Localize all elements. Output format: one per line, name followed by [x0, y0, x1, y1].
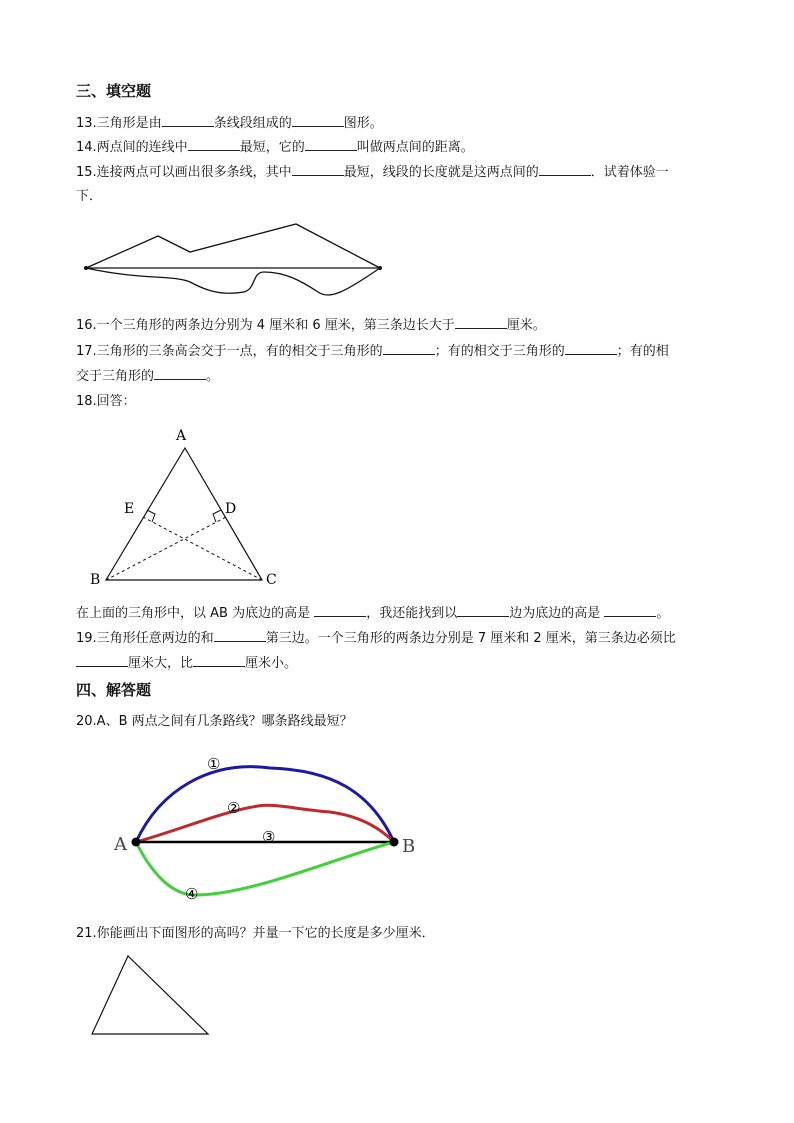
q18-blank-1[interactable] — [314, 604, 366, 617]
q15-text-b: 最短，线段的长度就是这两点间的 — [343, 165, 539, 180]
q13-text-a: 13.三角形是由 — [76, 116, 162, 131]
label-e: E — [124, 501, 135, 517]
q19-blank-2[interactable] — [76, 654, 128, 667]
q19-blank-1[interactable] — [214, 629, 266, 642]
q18-title: 18.回答： — [76, 394, 136, 409]
point-b — [390, 838, 399, 847]
q14-text-b: 最短，它的 — [239, 140, 305, 155]
question-20 — [76, 713, 353, 731]
section-3-title: 三、填空题 — [76, 82, 152, 100]
altitude-bd — [106, 517, 226, 580]
q15-point-left — [84, 266, 88, 270]
q15-text-c: ．试着体验一 — [590, 165, 669, 180]
q17-text-d: 交于三角形的 — [76, 369, 155, 384]
q18-blank-2[interactable] — [457, 604, 509, 617]
label-route-b: B — [402, 836, 416, 857]
question-14 — [76, 138, 474, 157]
q18-text-b: ，我还能找到以 — [366, 606, 458, 621]
route-2 — [136, 805, 394, 842]
q18-text-c: 边为底边的高是 — [509, 606, 601, 621]
q17-text-b: ；有的相交于三角形的 — [434, 344, 565, 359]
q21-triangle — [92, 956, 208, 1034]
triangle-abc — [106, 448, 262, 580]
q18-blank-3[interactable] — [604, 604, 656, 617]
question-19-cont — [76, 654, 297, 673]
route-4 — [136, 842, 394, 895]
label-d: D — [225, 501, 237, 517]
question-13 — [76, 114, 383, 133]
label-route-2: ② — [227, 799, 241, 817]
right-angle-mark-d — [213, 510, 221, 522]
q19-blank-3[interactable] — [193, 654, 245, 667]
label-route-3: ③ — [262, 828, 276, 846]
q18-text-a: 在上面的三角形中，以 AB 为底边的高是 — [76, 606, 311, 621]
question-15 — [76, 163, 669, 182]
q20-text: 20.A、B 两点之间有几条路线？哪条路线最短？ — [76, 714, 353, 729]
q17-text-e: 。 — [206, 369, 220, 384]
q19-text-a: 19.三角形任意两边的和 — [76, 631, 214, 646]
q19-text-d: 厘米小。 — [245, 656, 298, 671]
q19-text-c: 厘米大，比 — [128, 656, 194, 671]
q15-upper-path — [86, 224, 380, 268]
question-21 — [76, 925, 435, 943]
point-a — [132, 838, 141, 847]
label-route-4: ④ — [185, 885, 199, 903]
q14-blank-1[interactable] — [188, 138, 240, 151]
label-b: B — [90, 572, 101, 588]
question-18-body — [76, 604, 669, 623]
altitude-ce — [143, 517, 262, 580]
q15-blank-2[interactable] — [539, 163, 591, 176]
q13-blank-1[interactable] — [162, 114, 214, 127]
q16-text-a: 16.一个三角形的两条边分别为 4 厘米和 6 厘米，第三条边长大于 — [76, 318, 455, 333]
right-angle-mark-e — [147, 510, 155, 522]
q14-text-a: 14.两点间的连线中 — [76, 140, 188, 155]
question-15-cont — [76, 188, 102, 206]
section-4-title: 四、解答题 — [76, 681, 152, 699]
question-17-cont — [76, 367, 219, 386]
q13-text-c: 图形。 — [343, 116, 383, 131]
q17-text-c: ；有的相 — [616, 344, 669, 359]
route-1 — [136, 767, 394, 842]
q17-text-a: 17.三角形的三条高会交于一点，有的相交于三角形的 — [76, 344, 383, 359]
question-19 — [76, 629, 676, 648]
q17-blank-2[interactable] — [565, 342, 617, 355]
q15-text-d: 下． — [76, 189, 103, 204]
question-18-title — [76, 393, 136, 411]
question-17 — [76, 342, 669, 361]
q13-blank-2[interactable] — [292, 114, 344, 127]
q14-text-c: 叫做两点间的距离。 — [356, 140, 474, 155]
q21-text: 21.你能画出下面图形的高吗？并量一下它的长度是多少厘米． — [76, 926, 435, 941]
label-c: C — [266, 572, 277, 588]
q15-point-right — [378, 266, 382, 270]
label-route-1: ① — [207, 755, 221, 773]
q19-text-b: 第三边。一个三角形的两条边分别是 7 厘米和 2 厘米，第三条边必须比 — [265, 631, 676, 646]
q14-blank-2[interactable] — [305, 138, 357, 151]
q15-lower-curve — [86, 268, 380, 295]
q16-blank-1[interactable] — [455, 316, 507, 329]
q18-text-d: 。 — [656, 606, 670, 621]
q15-blank-1[interactable] — [292, 163, 344, 176]
label-route-a: A — [114, 834, 127, 855]
q15-text-a: 15.连接两点可以画出很多条线，其中 — [76, 165, 292, 180]
label-a: A — [176, 428, 187, 444]
q13-text-b: 条线段组成的 — [213, 116, 292, 131]
q17-blank-3[interactable] — [154, 367, 206, 380]
q17-blank-1[interactable] — [383, 342, 435, 355]
q16-text-b: 厘米。 — [506, 318, 546, 333]
question-16 — [76, 316, 546, 335]
